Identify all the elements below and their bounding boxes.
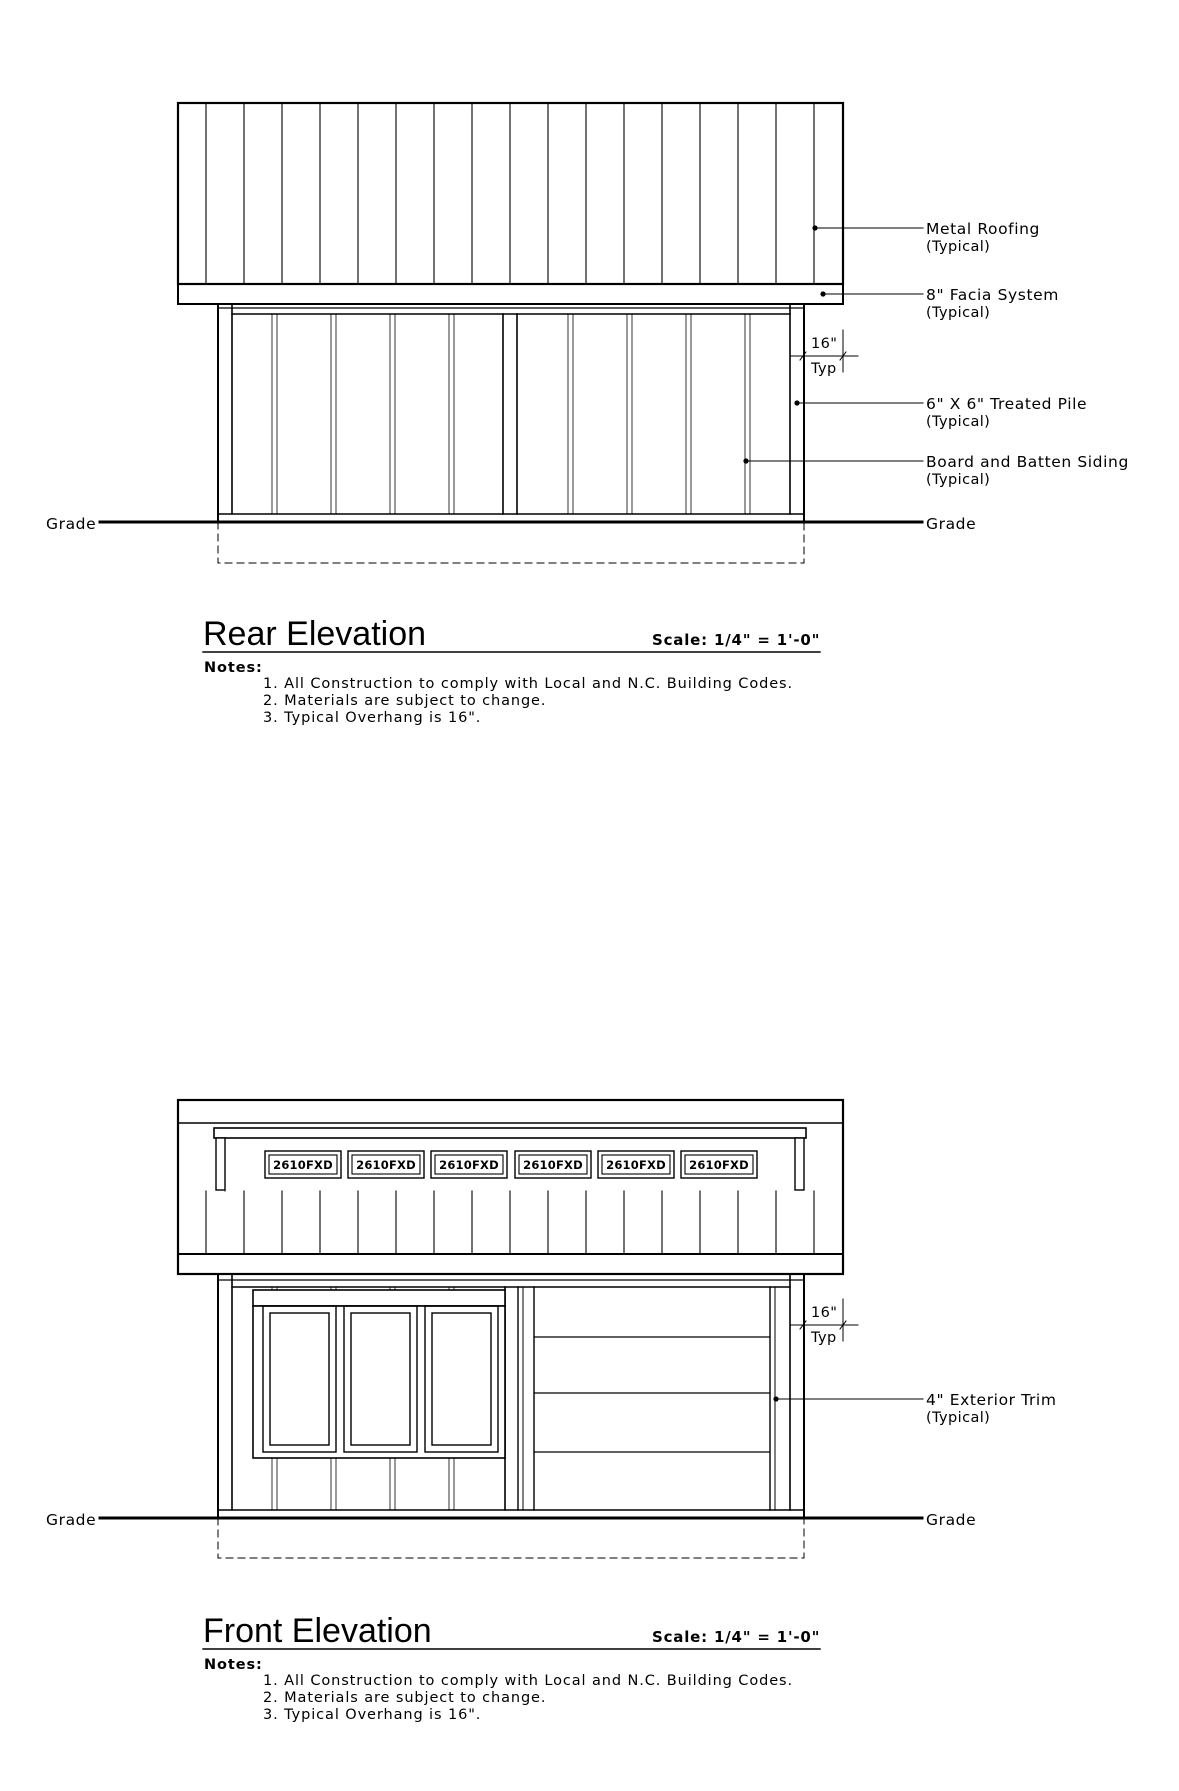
rear-note-3: 3. Typical Overhang is 16". bbox=[263, 710, 482, 726]
front-grade-right: Grade bbox=[926, 1511, 977, 1529]
rear-roof-seams bbox=[206, 103, 814, 284]
front-overhang-dim: 16" bbox=[811, 1305, 838, 1321]
window-tag-label-2: 2610FXD bbox=[356, 1158, 416, 1172]
rear-note-1: 1. All Construction to comply with Local and N.C. Building Codes. bbox=[263, 676, 793, 692]
rear-foundation-dashed bbox=[218, 522, 804, 563]
front-foundation-dashed bbox=[218, 1518, 804, 1558]
front-grade-left: Grade bbox=[46, 1511, 97, 1529]
front-door-panels bbox=[534, 1337, 770, 1452]
callout-treated-pile-sub: (Typical) bbox=[926, 414, 991, 430]
front-note-1: 1. All Construction to comply with Local and N.C. Building Codes. bbox=[263, 1673, 793, 1689]
callout-metal-roofing: Metal Roofing bbox=[926, 220, 1040, 238]
clerestory-window-tags bbox=[265, 1151, 757, 1178]
front-facia bbox=[178, 1254, 843, 1274]
rear-scale: Scale: 1/4" = 1'-0" bbox=[652, 631, 821, 649]
callout-exterior-trim-sub: (Typical) bbox=[926, 1410, 991, 1426]
rear-board-batten bbox=[272, 314, 750, 514]
callout-exterior-trim: 4" Exterior Trim bbox=[926, 1391, 1057, 1409]
front-note-3: 3. Typical Overhang is 16". bbox=[263, 1707, 482, 1723]
rear-overhang-dim: 16" bbox=[811, 336, 838, 352]
front-window-unit bbox=[253, 1290, 505, 1458]
callout-board-batten-sub: (Typical) bbox=[926, 472, 991, 488]
front-note-2: 2. Materials are subject to change. bbox=[263, 1690, 547, 1706]
front-roof-seams bbox=[206, 1191, 814, 1254]
window-tag-label-6: 2610FXD bbox=[689, 1158, 749, 1172]
front-title: Front Elevation bbox=[203, 1612, 432, 1650]
rear-elevation bbox=[100, 103, 923, 652]
front-scale: Scale: 1/4" = 1'-0" bbox=[652, 1628, 821, 1646]
rear-grade-left: Grade bbox=[46, 515, 97, 533]
front-overhang-typ: Typ bbox=[811, 1330, 837, 1346]
front-notes-heading: Notes: bbox=[204, 1657, 263, 1673]
callout-board-batten: Board and Batten Siding bbox=[926, 453, 1129, 471]
front-elevation bbox=[100, 1100, 923, 1649]
callout-metal-roofing-sub: (Typical) bbox=[926, 239, 991, 255]
callout-facia-system-sub: (Typical) bbox=[926, 305, 991, 321]
window-tag-label-4: 2610FXD bbox=[523, 1158, 583, 1172]
callout-treated-pile: 6" X 6" Treated Pile bbox=[926, 395, 1088, 413]
window-tag-label-5: 2610FXD bbox=[606, 1158, 666, 1172]
rear-title: Rear Elevation bbox=[203, 615, 427, 653]
callout-facia-system: 8" Facia System bbox=[926, 286, 1059, 304]
rear-facia bbox=[178, 284, 843, 304]
window-tag-label-1: 2610FXD bbox=[273, 1158, 333, 1172]
rear-overhang-typ: Typ bbox=[811, 361, 837, 377]
window-tag-label-3: 2610FXD bbox=[439, 1158, 499, 1172]
rear-note-2: 2. Materials are subject to change. bbox=[263, 693, 547, 709]
rear-grade-right: Grade bbox=[926, 515, 977, 533]
rear-notes-heading: Notes: bbox=[204, 660, 263, 676]
